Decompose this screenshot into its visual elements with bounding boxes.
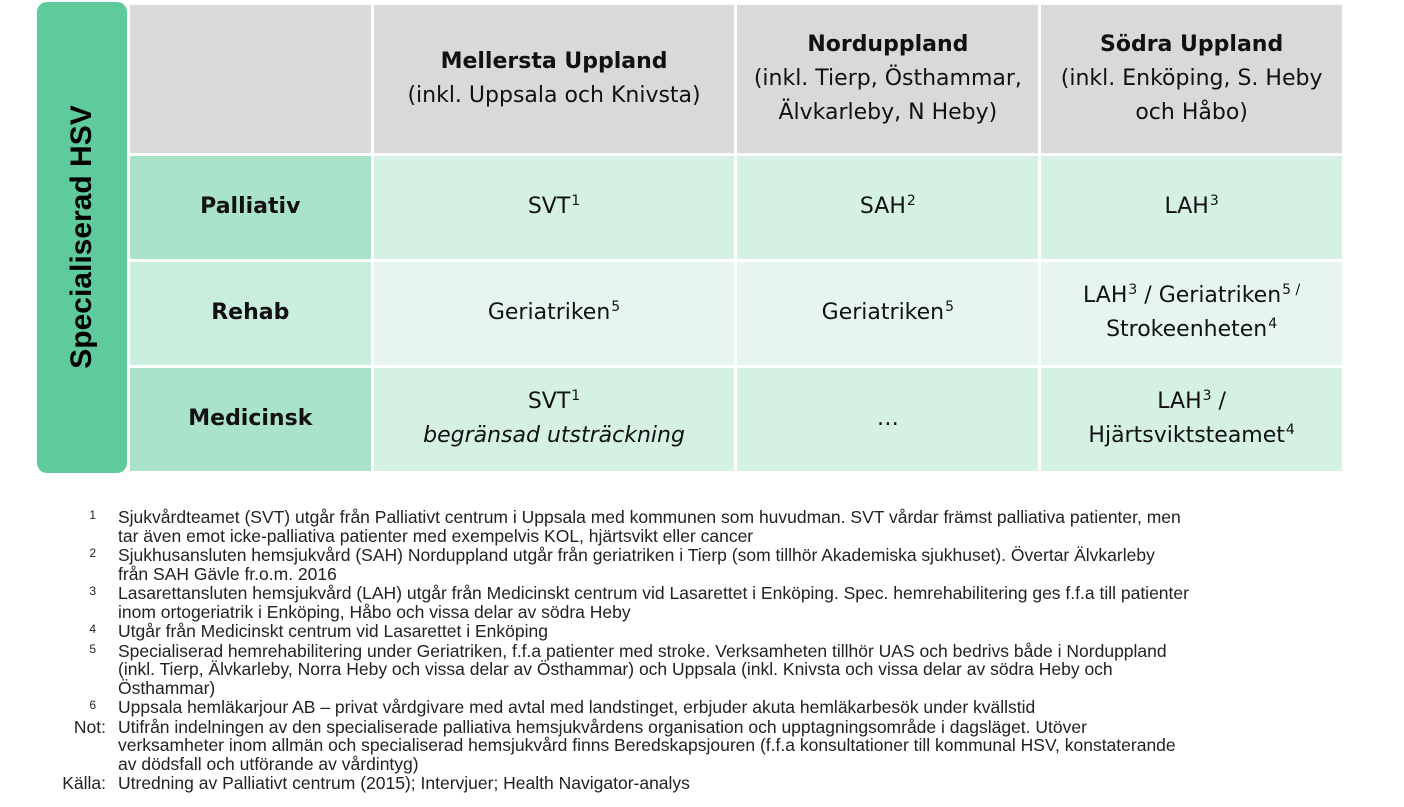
footnote-line: Utgår från Medicinskt centrum vid Lasarettet i Enköping	[118, 621, 548, 641]
footnote	[40, 622, 1400, 641]
footnote-line: Utredning av Palliativt centrum (2015); Intervjuer; Health Navigator-analys	[118, 773, 690, 793]
footnote-line: Lasarettansluten hemsjukvård (LAH) utgår från Medicinskt centrum vid Lasarettet i Enköping. Spec. hemrehabilitering ges f.f.a till patienter	[118, 583, 1189, 603]
footnotes	[40, 508, 1400, 794]
cell-rehab-norduppland: Geriatriken$^5$	[737, 262, 1038, 365]
header-norduppland	[737, 5, 1038, 153]
cell-palliativ-norduppland: SAH$^2$	[737, 156, 1038, 259]
cell-rehab-sodra: LAH$^3$ / Geriatriken$^{5 /}$ Strokeenheten$^4$	[1041, 262, 1342, 365]
header-subtitle: (inkl. Tierp, Östhammar,	[753, 65, 1022, 91]
footnote	[40, 584, 1400, 621]
header-title: Norduppland	[807, 31, 969, 57]
footnote-line: Sjukhusansluten hemsjukvård (SAH) Norduppland utgår från geriatriken i Tierp (som tillhör Akademiska sjukhuset). Övertar Älvkarleby	[118, 545, 1155, 565]
header-subtitle: (inkl. Uppsala och Knivsta)	[407, 82, 701, 108]
footnote-line: Sjukvårdteamet (SVT) utgår från Palliativt centrum i Uppsala med kommunen som huvudman. SVT vårdar främst palliativa patienter, men	[118, 507, 1181, 527]
header-empty-cell	[130, 5, 371, 153]
header-title: Mellersta Uppland	[440, 48, 668, 74]
header-mellersta-uppland	[374, 5, 735, 153]
footnote-marker: 1	[89, 508, 96, 522]
footnote-marker: Not:	[73, 716, 106, 737]
cell-palliativ-sodra: LAH$^3$	[1041, 156, 1342, 259]
header-subtitle: och Håbo)	[1135, 99, 1248, 125]
row-label-medicinsk: Medicinsk	[130, 368, 371, 471]
footnote	[40, 698, 1400, 717]
footnote-line: (inkl. Tierp, Älvkarleby, Norra Heby och vissa delar av Östhammar) och Uppsala (inkl. Knivsta och vissa delar av södra Heby och	[118, 659, 1113, 679]
header-row	[130, 5, 1342, 153]
cell-medicinsk-mellersta: SVT$^1$ begränsad utsträckning	[374, 368, 735, 471]
footnote-marker: 4	[89, 622, 96, 636]
footnote-marker: 2	[89, 546, 96, 560]
footnote-marker: 6	[89, 698, 96, 712]
row-label-rehab: Rehab	[130, 262, 371, 365]
side-label: Specialiserad HSV	[65, 105, 98, 369]
cell-rehab-mellersta: Geriatriken$^5$	[374, 262, 735, 365]
table-row-palliativ	[130, 156, 1342, 259]
footnote	[40, 508, 1400, 545]
table-row-medicinsk	[130, 368, 1342, 471]
footnote-line: Uppsala hemläkarjour AB – privat vårdgivare med avtal med landstinget, erbjuder akuta hemläkarbesök under kvällstid	[118, 697, 1036, 717]
header-sodra-uppland	[1041, 5, 1342, 153]
limited-extent-note: begränsad utsträckning	[423, 423, 685, 449]
footnote	[40, 718, 1400, 774]
footnote-line: verksamheter inom allmän och specialiserad hemsjukvård finns Beredskapsjouren (f.f.a konsultationer till kommunal HSV, konstaterande	[118, 735, 1176, 755]
footnote-line: Specialiserad hemrehabilitering under Geriatriken, f.f.a patienter med stroke. Verksamheten tillhör UAS och bedrivs både i Norduppland	[118, 640, 1167, 661]
cell-palliativ-mellersta: SVT$^1$	[374, 156, 735, 259]
footnote	[40, 642, 1400, 698]
header-title: Södra Uppland	[1100, 31, 1284, 57]
footnote-marker: Källa:	[62, 773, 106, 793]
header-subtitle: (inkl. Enköping, S. Heby	[1060, 65, 1323, 91]
footnote-line: inom ortogeriatrik i Enköping, Håbo och vissa delar av södra Heby	[118, 601, 631, 622]
row-label-palliativ: Palliativ	[130, 156, 371, 259]
cell-medicinsk-sodra: LAH$^3$ / Hjärtsviktsteamet$^4$	[1041, 368, 1342, 471]
footnote-line: Östhammar)	[118, 677, 216, 698]
footnote-line: från SAH Gävle fr.o.m. 2016	[118, 563, 337, 584]
footnote-line: Utifrån indelningen av den specialiserade palliativa hemsjukvårdens organisation och upptagningsområde i dagsläget. Utöver	[118, 716, 1087, 737]
cell-medicinsk-norduppland: …	[737, 368, 1038, 471]
footnote-line: av dödsfall och utförande av vårdintyg)	[118, 753, 419, 774]
footnote-marker: 5	[89, 641, 96, 656]
footnote-line: tar även emot icke-palliativa patienter med exempelvis KOL, hjärtsvikt eller cancer	[118, 525, 754, 546]
table-row-rehab	[130, 262, 1342, 365]
footnote	[40, 546, 1400, 583]
footnote-marker: 3	[89, 584, 96, 598]
care-matrix-table	[127, 2, 1345, 474]
footnote	[40, 774, 1400, 793]
header-subtitle: Älvkarleby, N Heby)	[778, 99, 998, 125]
